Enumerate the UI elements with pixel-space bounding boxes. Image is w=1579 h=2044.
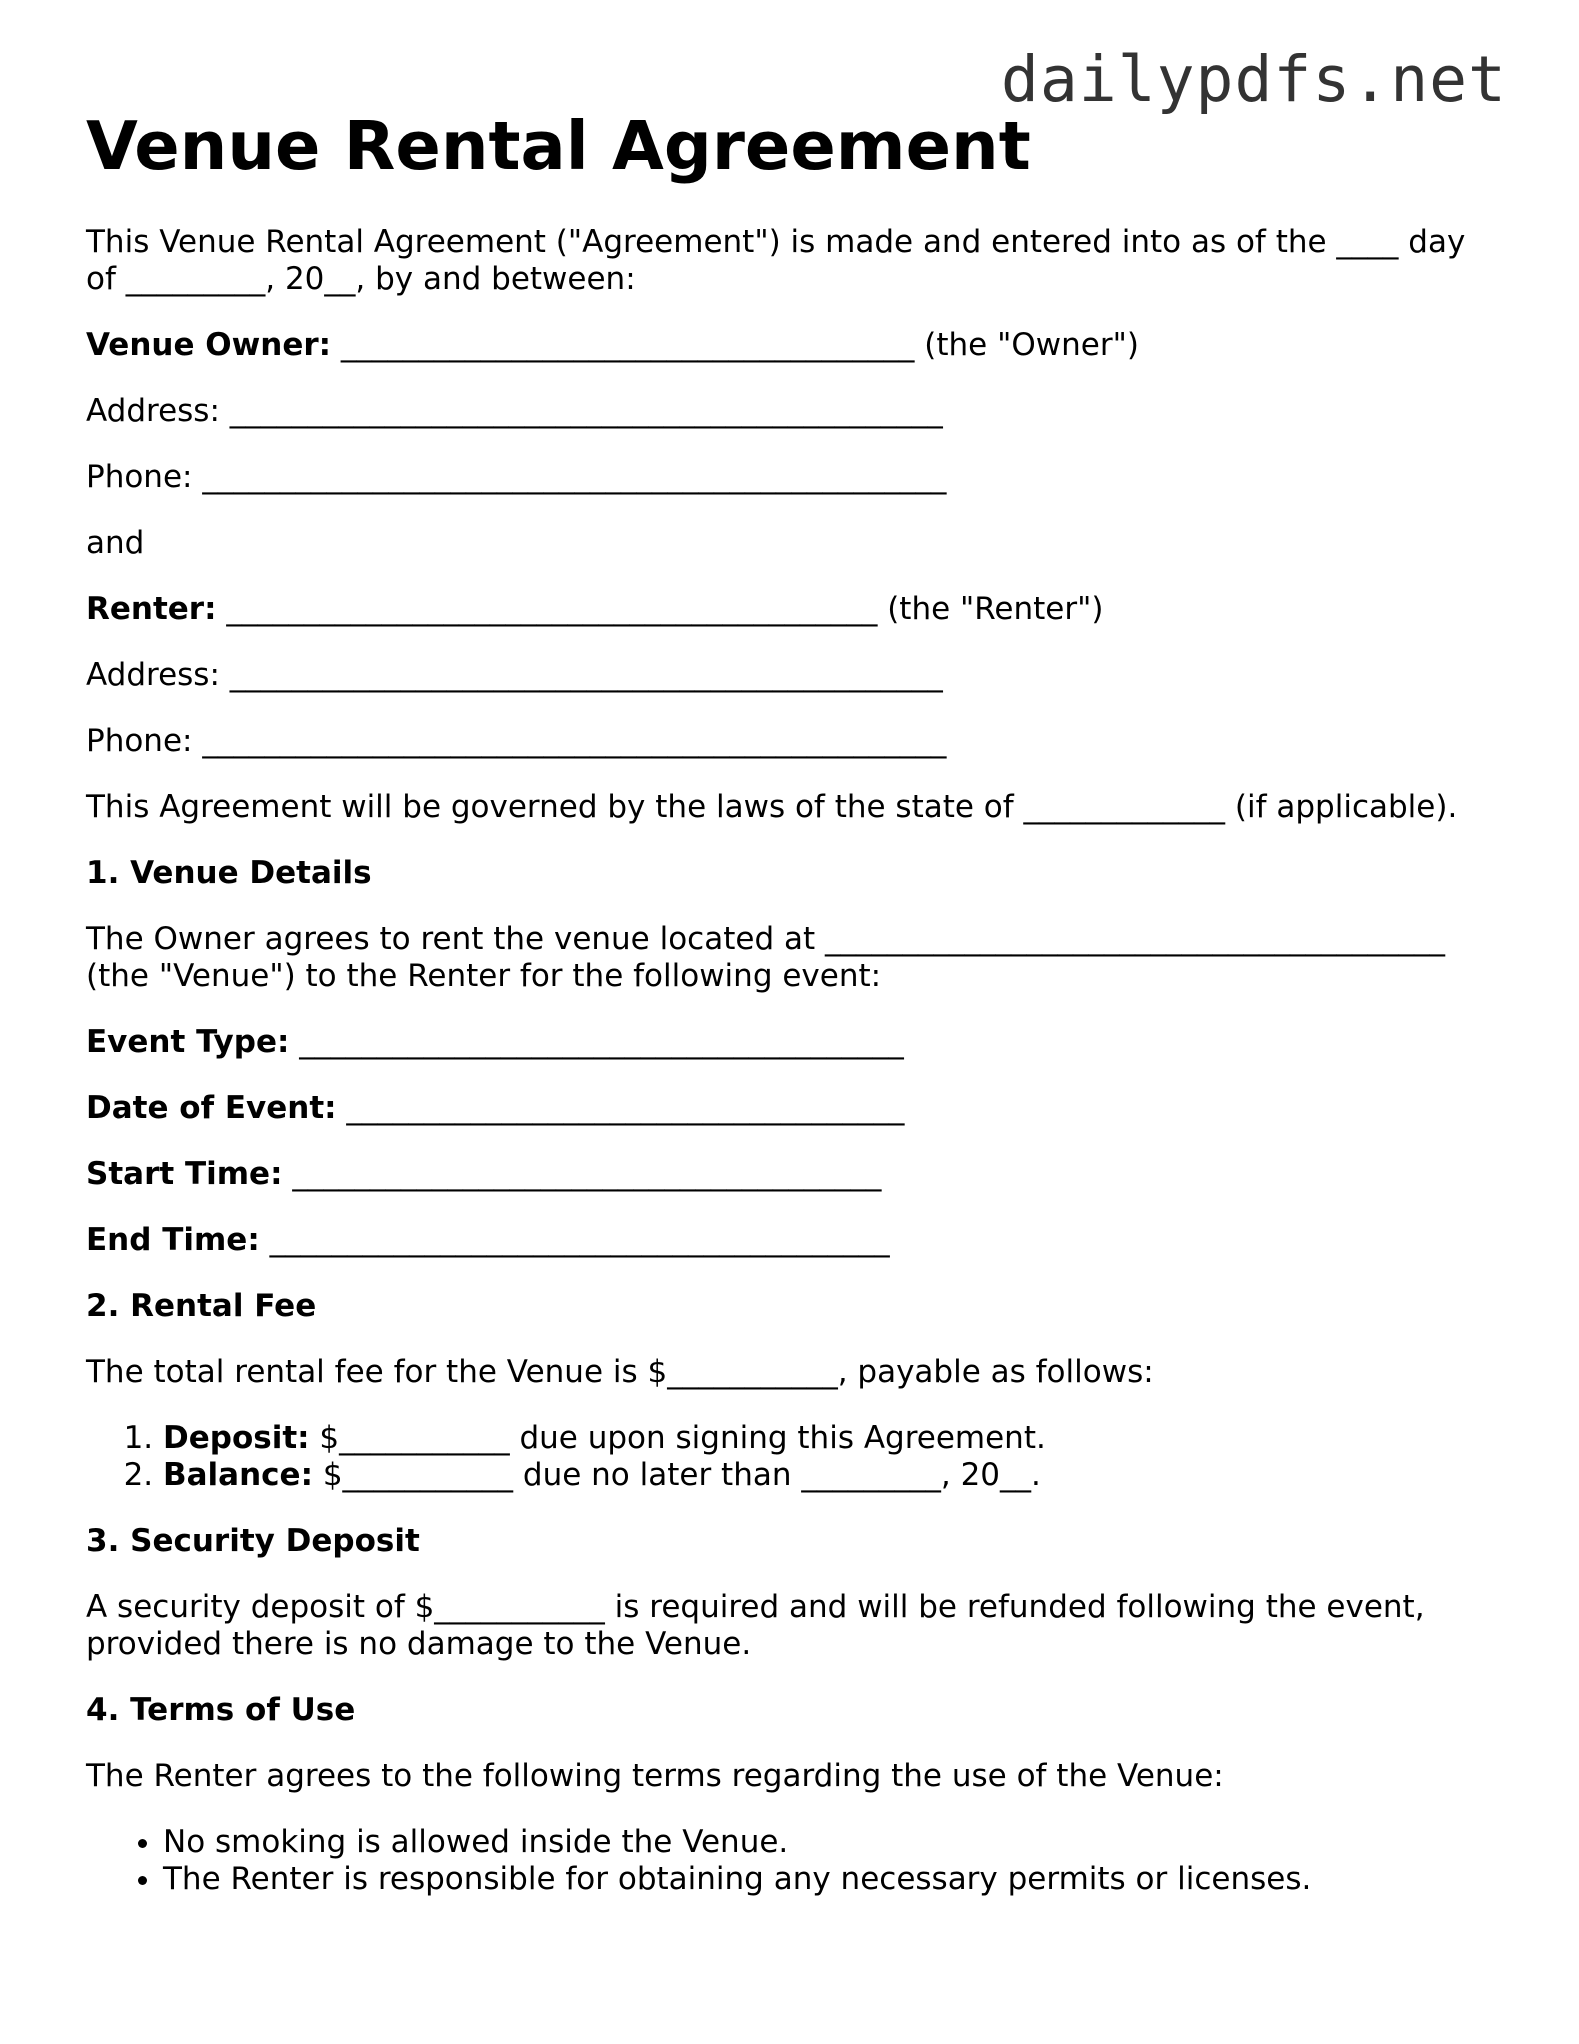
- document-page: [86, 107, 1486, 1927]
- start-time-line: [86, 1156, 1486, 1193]
- payment-item-text: $___________ due upon signing this Agreement.: [309, 1419, 1046, 1456]
- section-heading-rental-fee: 2. Rental Fee: [86, 1287, 317, 1324]
- page-title: Venue Rental Agreement: [86, 107, 1031, 185]
- payment-item-text: $___________ due no later than _________, 20__.: [312, 1456, 1041, 1493]
- security-deposit-paragraph: A security deposit of $___________ is required and will be refunded following the event, provided there is no damage to the Venue.: [86, 1588, 1425, 1662]
- payment-list: [86, 1420, 1486, 1494]
- event-type-value: _______________________________________: [289, 1023, 904, 1060]
- owner-address-line: [86, 393, 1486, 430]
- renter-phone-value: ________________________________________________: [192, 722, 947, 759]
- renter-label: Renter:: [86, 590, 217, 627]
- watermark: dailypdfs.net: [1000, 43, 1507, 116]
- event-type-line: [86, 1024, 1486, 1061]
- rental-fee-paragraph: The total rental fee for the Venue is $___________, payable as follows:: [86, 1353, 1154, 1390]
- owner-phone-label: Phone:: [86, 458, 193, 495]
- section-heading-terms-of-use: 4. Terms of Use: [86, 1691, 356, 1728]
- renter-name-line: [86, 591, 1486, 628]
- owner-phone-value: ________________________________________________: [192, 458, 947, 495]
- list-item: [163, 1420, 1486, 1457]
- renter-address-value: ______________________________________________: [219, 656, 943, 693]
- governing-law-paragraph: This Agreement will be governed by the laws of the state of _____________ (if applicable).: [86, 788, 1458, 825]
- terms-list: [86, 1824, 1486, 1898]
- end-time-line: [86, 1222, 1486, 1259]
- owner-value: _____________________________________ (the "Owner"): [331, 326, 1139, 363]
- payment-item-label: Deposit:: [163, 1419, 310, 1456]
- renter-phone-line: [86, 723, 1486, 760]
- renter-address-line: [86, 657, 1486, 694]
- end-time-label: End Time:: [86, 1221, 260, 1258]
- owner-address-label: Address:: [86, 392, 220, 429]
- and-text: and: [86, 524, 145, 561]
- list-item: • The Renter is responsible for obtaining any necessary permits or licenses.: [163, 1861, 1486, 1898]
- venue-details-paragraph: The Owner agrees to rent the venue located at ________________________________________ (the "Venue") to the Renter for the following event:: [86, 920, 1445, 994]
- event-type-label: Event Type:: [86, 1023, 290, 1060]
- list-item: [163, 1457, 1486, 1494]
- event-date-label: Date of Event:: [86, 1089, 337, 1126]
- owner-label: Venue Owner:: [86, 326, 332, 363]
- start-time-label: Start Time:: [86, 1155, 283, 1192]
- event-date-value: ____________________________________: [336, 1089, 905, 1126]
- section-heading-venue-details: 1. Venue Details: [86, 854, 372, 891]
- end-time-value: ________________________________________: [259, 1221, 890, 1258]
- list-item: • No smoking is allowed inside the Venue.: [163, 1824, 1486, 1861]
- renter-address-label: Address:: [86, 656, 220, 693]
- owner-address-value: ______________________________________________: [219, 392, 943, 429]
- renter-value: __________________________________________ (the "Renter"): [216, 590, 1104, 627]
- terms-paragraph: The Renter agrees to the following terms regarding the use of the Venue:: [86, 1757, 1224, 1794]
- renter-phone-label: Phone:: [86, 722, 193, 759]
- intro-paragraph: This Venue Rental Agreement ("Agreement") is made and entered into as of the ____ day of _________, 20__, by and between:: [86, 223, 1466, 297]
- section-heading-security-deposit: 3. Security Deposit: [86, 1522, 420, 1559]
- owner-name-line: [86, 327, 1486, 364]
- event-date-line: [86, 1090, 1486, 1127]
- payment-item-label: Balance:: [163, 1456, 313, 1493]
- start-time-value: ______________________________________: [282, 1155, 882, 1192]
- owner-phone-line: [86, 459, 1486, 496]
